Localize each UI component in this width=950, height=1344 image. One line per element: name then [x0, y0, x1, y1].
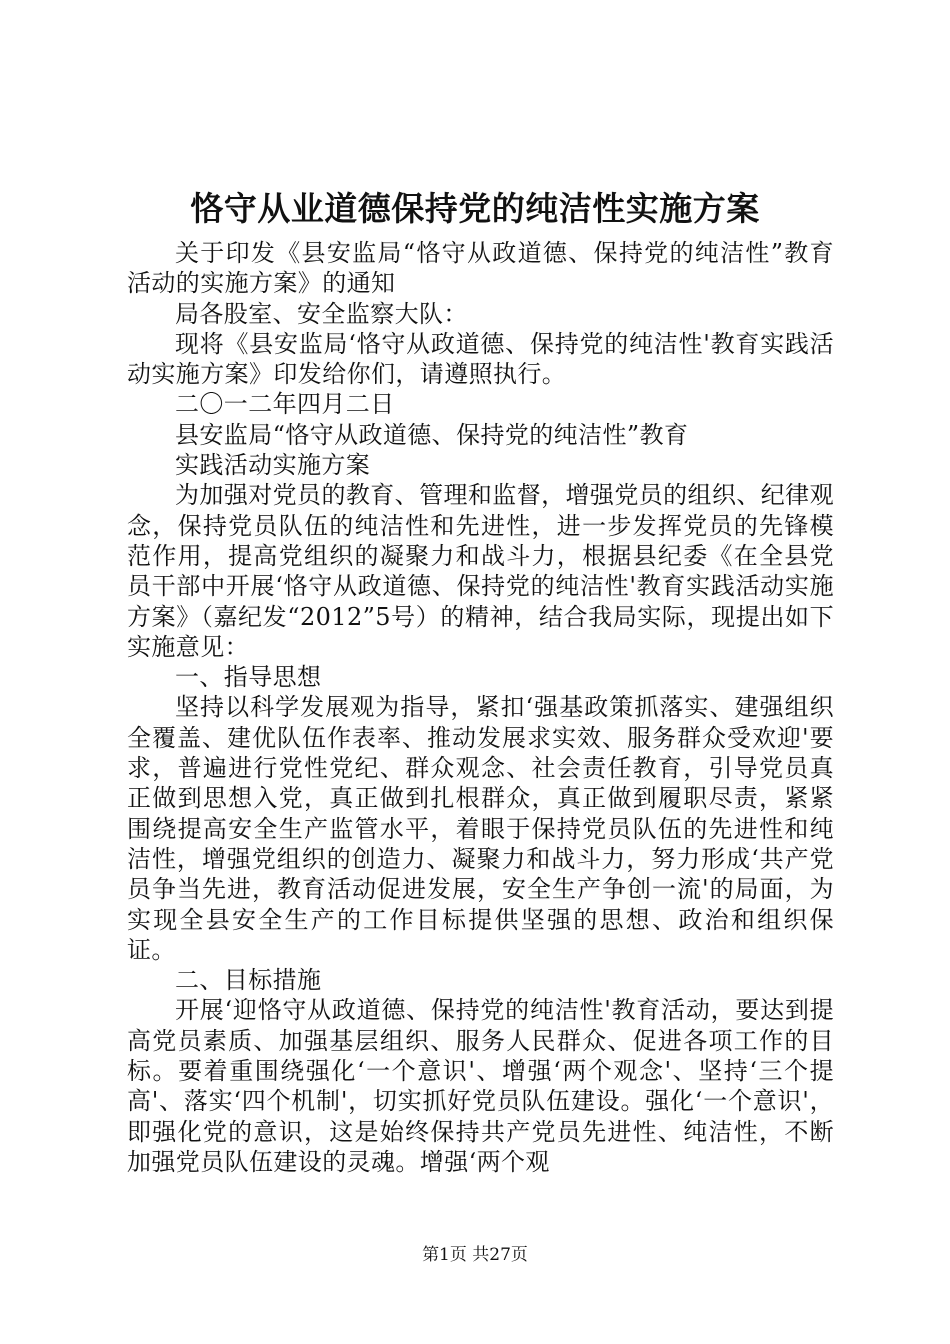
paragraph-recipients: 局各股室、安全监察大队：	[175, 299, 468, 328]
document-body	[127, 238, 834, 1177]
paragraph-objectives: 开展‘迎恪守从政道德、保持党的纯洁性'教育活动，要达到提高党员素质、加强基层组织、服务人民群众、促进各项工作的目标。要着重围绕强化‘一个意识'、增强‘两个观念'、坚持‘三个提高'、落实‘四个机制'，切实抓好党员队伍建设。强化‘一个意识'，即强化党的意识，这是始终保持共产党员先进性、纯洁性，不断加强党员队伍建设的灵魂。增强‘两个观	[127, 996, 834, 1176]
paragraph-plan-title-line1: 县安监局“恪守从政道德、保持党的纯洁性”教育	[175, 420, 689, 449]
document-title: 恪守从业道德保持党的纯洁性实施方案	[190, 189, 760, 228]
paragraph-guiding-ideology: 坚持以科学发展观为指导，紧扣‘强基政策抓落实、建强组织全覆盖、建优队伍作表率、推动发展求实效、服务群众受欢迎'要求，普遍进行党性党纪、群众观念、社会责任教育，引导党员真正做到思想入党，真正做到扎根群众，真正做到履职尽责，紧紧围绕提高安全生产监管水平，着眼于保持党员队伍的先进性和纯洁性，增强党组织的创造力、凝聚力和战斗力，努力形成‘共产党员争当先进，教育活动促进发展，安全生产争创一流'的局面，为实现全县安全生产的工作目标提供坚强的思想、政治和组织保证。	[127, 693, 834, 964]
paragraph-notice-title: 关于印发《县安监局“恪守从政道德、保持党的纯洁性”教育活动的实施方案》的通知	[127, 239, 834, 298]
page-footer: 第1页 共27页	[422, 1245, 528, 1265]
section-heading-guiding-ideology: 一、指导思想	[175, 663, 322, 692]
paragraph-date: 二〇一二年四月二日	[175, 390, 395, 419]
paragraph-introduction: 为加强对党员的教育、管理和监督，增强党员的组织、纪律观念，保持党员队伍的纯洁性和先进性，进一步发挥党员的先锋模范作用，提高党组织的凝聚力和战斗力，根据县纪委《在全县党员干部中开展‘恪守从政道德、保持党的纯洁性'教育实践活动实施方案》（嘉纪发“2012”5号）的精神，结合我局实际，现提出如下实施意见：	[127, 481, 834, 661]
section-heading-objectives: 二、目标措施	[175, 966, 322, 995]
paragraph-instruction: 现将《县安监局‘恪守从政道德、保持党的纯洁性'教育实践活动实施方案》印发给你们，请遵照执行。	[127, 329, 834, 389]
paragraph-plan-title-line2: 实践活动实施方案	[175, 451, 371, 480]
